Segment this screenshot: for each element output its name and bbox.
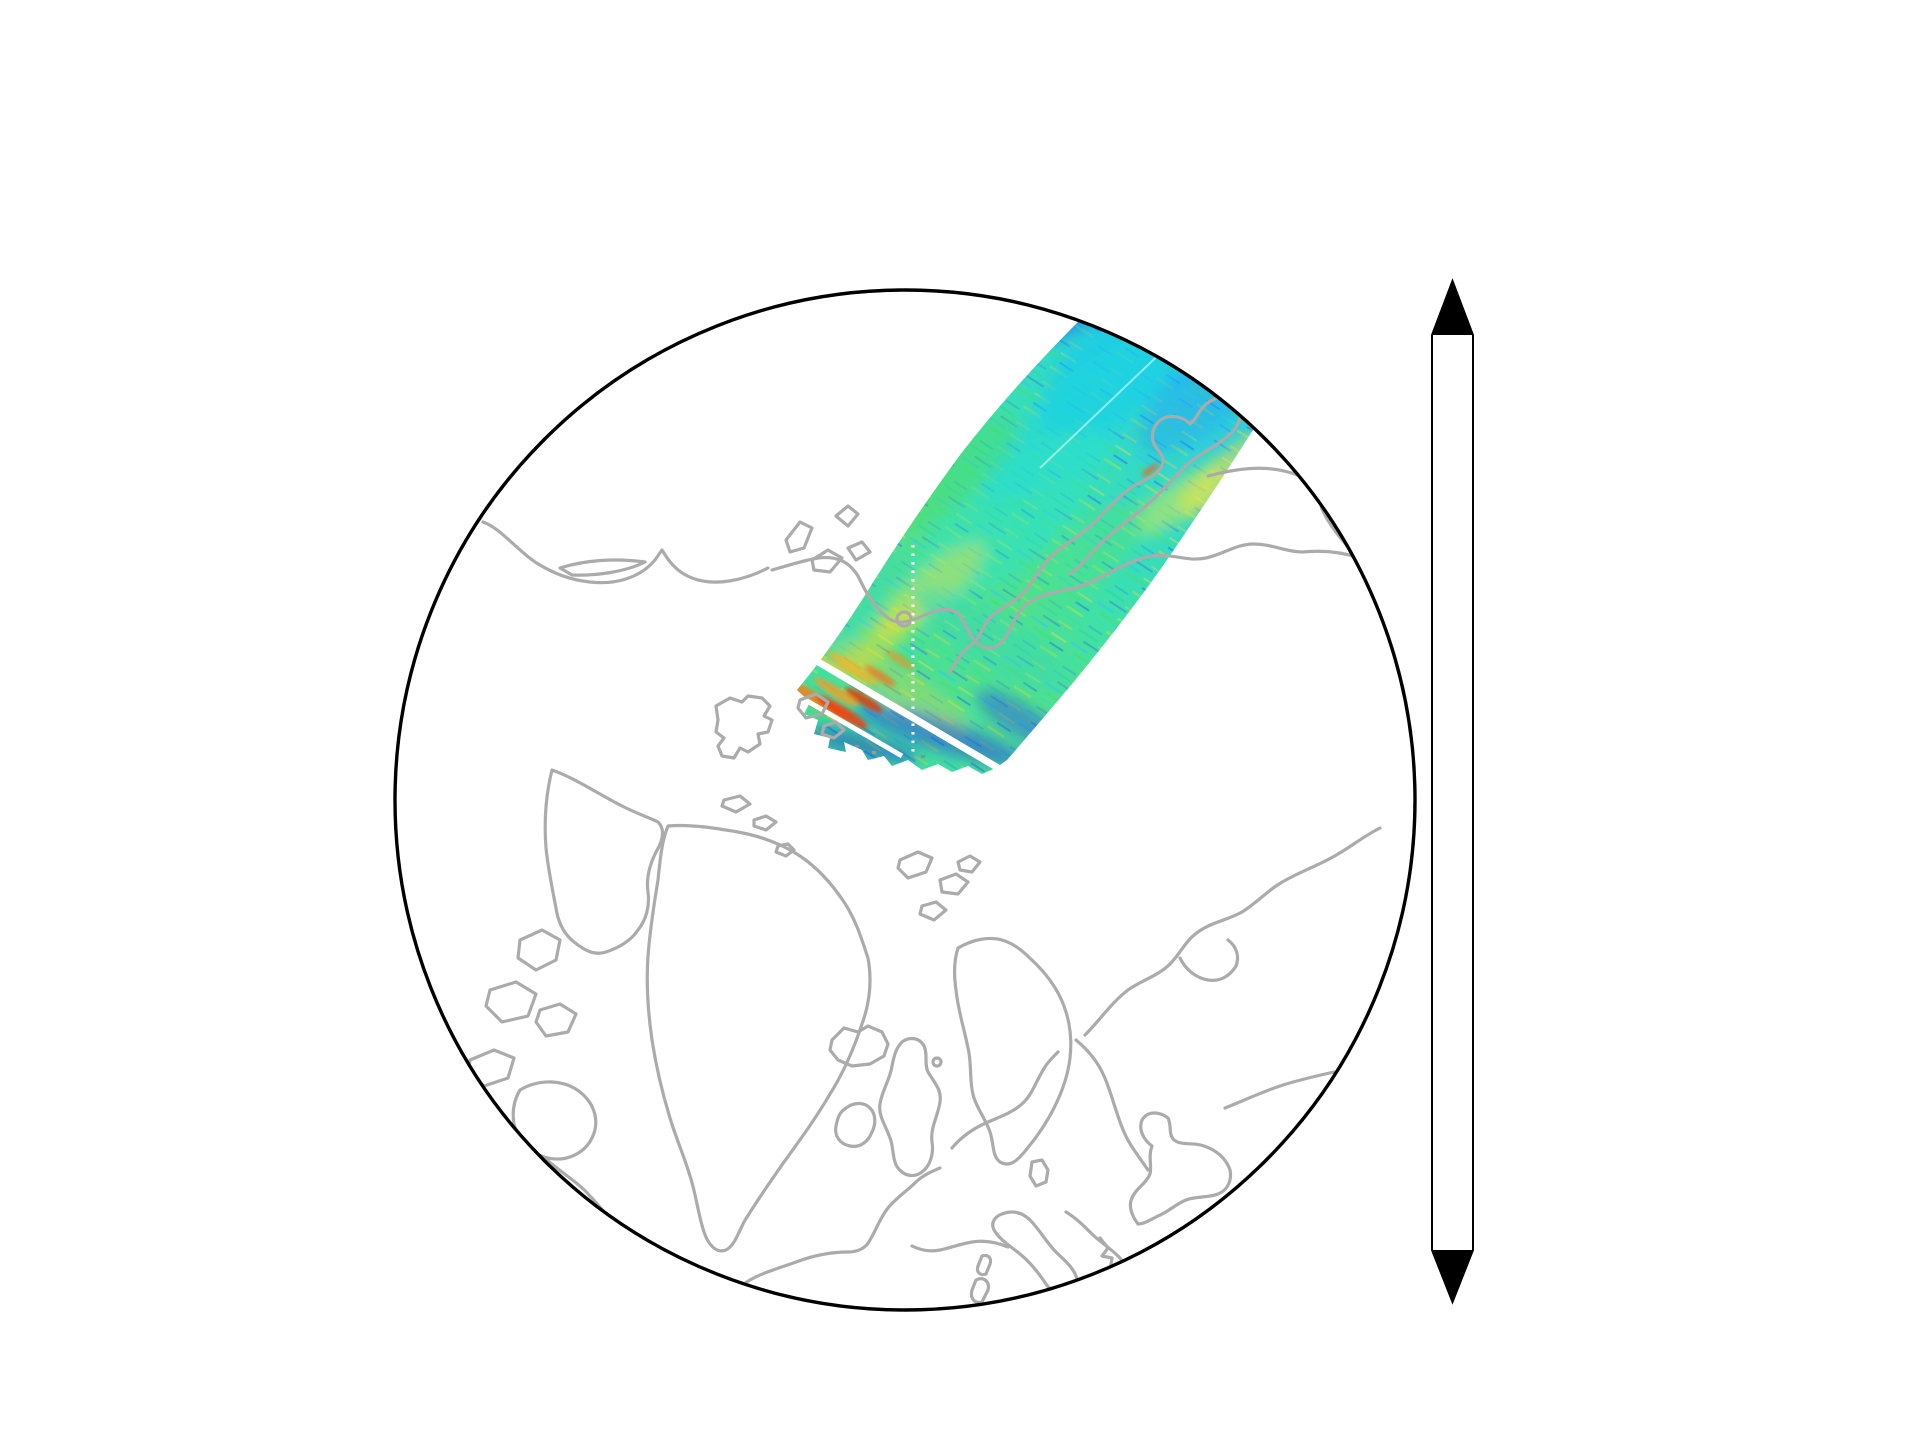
plot-created-block [1389,62,1414,154]
coast-iceland [830,1026,888,1066]
colorbar-gradient-bar [1432,335,1473,1250]
coast-britain [880,1039,941,1176]
coast-greenland [647,825,870,1250]
coast-siberia [483,522,768,583]
colorbar-over-arrow [1432,281,1473,335]
satellite-swath [777,140,1420,778]
coast-ireland [836,1104,875,1147]
coast-canadian-arctic [545,770,662,953]
coast-svalbard [716,696,772,758]
colorbar-under-arrow [1432,1250,1473,1302]
coast-nw-russia [1085,828,1380,1035]
polar-map [468,140,1420,1310]
plot-filter-block [1388,166,1415,414]
colorbar [1432,281,1473,1302]
